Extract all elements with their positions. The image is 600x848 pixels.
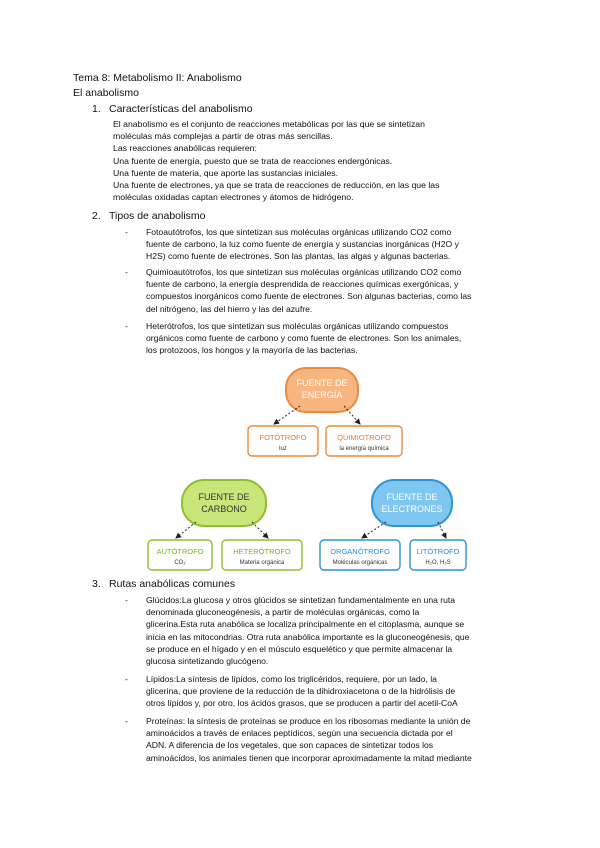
fototrofo-label: FOTOTROFO [259, 433, 307, 442]
bullet-marker: - [125, 267, 128, 277]
energy-source-node [286, 368, 358, 412]
paragraph-line: Una fuente de materia, que aporte las sustancias iniciales. [113, 167, 339, 178]
heterotrofo-label: HETERÓTROFO [233, 547, 291, 556]
quimiotrofo-box [326, 426, 402, 456]
heterotrofo-box [222, 540, 302, 570]
paragraph-line: Las reacciones anabólicas requieren: [113, 143, 257, 154]
electron-source-node [372, 480, 452, 526]
electron-node-shape [372, 480, 452, 526]
organotrofo-label: ORGANÓTROFO [330, 547, 390, 556]
paragraph-line: El anabolismo es el conjunto de reacciones metabólicas por las que se sintetizan [113, 119, 425, 129]
fototrofo-sub: luz [279, 446, 287, 452]
section-heading-2: 2. Tipos de anabolismo [92, 210, 206, 222]
carbon-source-node [182, 480, 266, 526]
carbon-node-shape [182, 480, 266, 526]
heterotrofo-sub: Materia orgánica [239, 560, 285, 566]
litotrofo-box [410, 540, 466, 570]
quimiotrofo-label: QUIMIOTROFO [337, 433, 391, 442]
arrow-to-fototrofo [274, 406, 300, 424]
quimiotrofo-sub: la energía química [339, 446, 389, 452]
litotrofo-label: LITÓTROFO [416, 547, 460, 556]
bullet-marker: - [125, 716, 128, 726]
bullet-marker: - [125, 674, 128, 684]
energy-title-line2: ENERGÍA [301, 390, 343, 400]
section-1-text [113, 118, 439, 203]
bullet-marker: - [125, 227, 128, 237]
document-page: Tema 8: Metabolismo II: Anabolismo El anabolismo 1. Características del anabolismo El anabolismo es el conjunto de reacciones metabólicas por las que se sintetizan moléculas más complejas a partir de otras más sencillas. Las reacciones anabólicas requieren: Una fuente de energía, puesto que se trata de reacciones endergónicas. Una fuente de materia, que aporte las sustancias iniciales. Una fuente de electrones, ya que se trata de reacciones de reducción, en las que las moléculas oxidadas captan electrones y átomos de hidrógeno. 2. Tipos de anabolismo - Fotoautótrofos, los que sintetizan sus moléculas orgánicas utilizando CO2 como fuente de carbono, la luz como fuente de energía y sustancias inorgánicas (H2O y H2S) como fuente de electrones. Son las plantas, las algas y algunas bacterias. - Quimioautótrofos, los que sintetizan sus moléculas orgánicas utilizando CO2 como fuente de carbono, la energía desprendida de reacciones químicas exergónicas, y compuestos inorgánicos como fuente de electrones. Son algunas bacterias, como las del nitrógeno, las del hierro y las del azufre. - Heterótrofos, los que sintetizan sus moléculas orgánicas utilizando compuestos orgánicos como fuente de carbono y como fuente de electrones. Son los animales, los protozoos, los hongos y la mayoría de las bacterias. FUENTE DE ENERGÍA FOTOTROFO luz QUIMIOTROFO la energía química FUENTE DE CARBONO AUTÓTROFO CO₂ HETERÓTROFO Materia orgánica FUENTE DE ELECTRONES ORGANÓTROFO Moléculas orgánicas LITÓTROFO H₂O, H₂S 3. Rutas anabólicas comunes - Glúcidos:La glucosa y otros glúcidos se sintetizan fundamentalmente en una ruta denominada gluconeogénesis, a partir de moléculas orgánicas, como la glicerina.Esta ruta anabólica se localiza principalmente en el citoplasma, aunque se inicia en las mitocondrias. Otra ruta anabólica importante es la gluconeogénesis, que se produce en el hígado y en el músculo esquelético y que permite almacenar la glucosa sintetizando glucógeno. - Lípidos:La síntesis de lípidos, como los triglicéridos, requiere, por un lado, la glicerina, que proviene de la reducción de la dihidroxiacetona o de la hidrólisis de otros lípidos y, por otro, los ácidos grasos, que se producen a partir del acetil-CoA - Proteínas: la síntesis de proteínas se produce en los ribosomas mediante la unión de aminoácidos a través de enlaces peptídicos, según una secuencia dictada por el ADN. A diferencia de los vegetales, que son capaces de sintetizar todos los aminoácidos, los animales tienen que incorporar aproximadamente la mitad mediante [73, 72, 472, 763]
energy-title-line1: FUENTE DE [296, 378, 348, 388]
paragraph-line: Una fuente de energía, puesto que se trata de reacciones endergónicas. [113, 155, 393, 166]
section-heading-3: 3. Rutas anabólicas comunes [92, 578, 236, 590]
document-subtitle: El anabolismo [73, 87, 139, 99]
electron-title-line1: FUENTE DE [386, 492, 438, 502]
autotrofo-sub: CO₂ [174, 560, 186, 566]
section-heading-1: 1. Características del anabolismo [92, 103, 253, 115]
electron-title-line2: ELECTRONES [381, 504, 443, 514]
fototrofo-box [248, 426, 318, 456]
autotrofo-label: AUTÓTROFO [156, 547, 204, 556]
organotrofo-box [320, 540, 400, 570]
autotrofo-box [148, 540, 212, 570]
bullet-marker: - [125, 321, 128, 331]
paragraph-line: Una fuente de electrones, ya que se trata de reacciones de reducción, en las que las [113, 180, 440, 191]
arrow-to-organotrofo [362, 522, 386, 538]
paragraph-line: moléculas oxidadas captan electrones y átomos de hidrógeno. [113, 192, 354, 203]
litotrofo-sub: H₂O, H₂S [425, 560, 451, 566]
document-title: Tema 8: Metabolismo II: Anabolismo [73, 72, 242, 84]
arrow-to-autotrofo [176, 522, 196, 538]
anabolism-types-diagram [140, 362, 470, 574]
paragraph-line: moléculas más complejas a partir de otras más sencillas. [113, 131, 333, 142]
carbon-title-line1: FUENTE DE [198, 492, 250, 502]
organotrofo-sub: Moléculas orgánicas [332, 560, 388, 566]
carbon-title-line2: CARBONO [201, 504, 247, 514]
bullet-marker: - [125, 595, 128, 605]
